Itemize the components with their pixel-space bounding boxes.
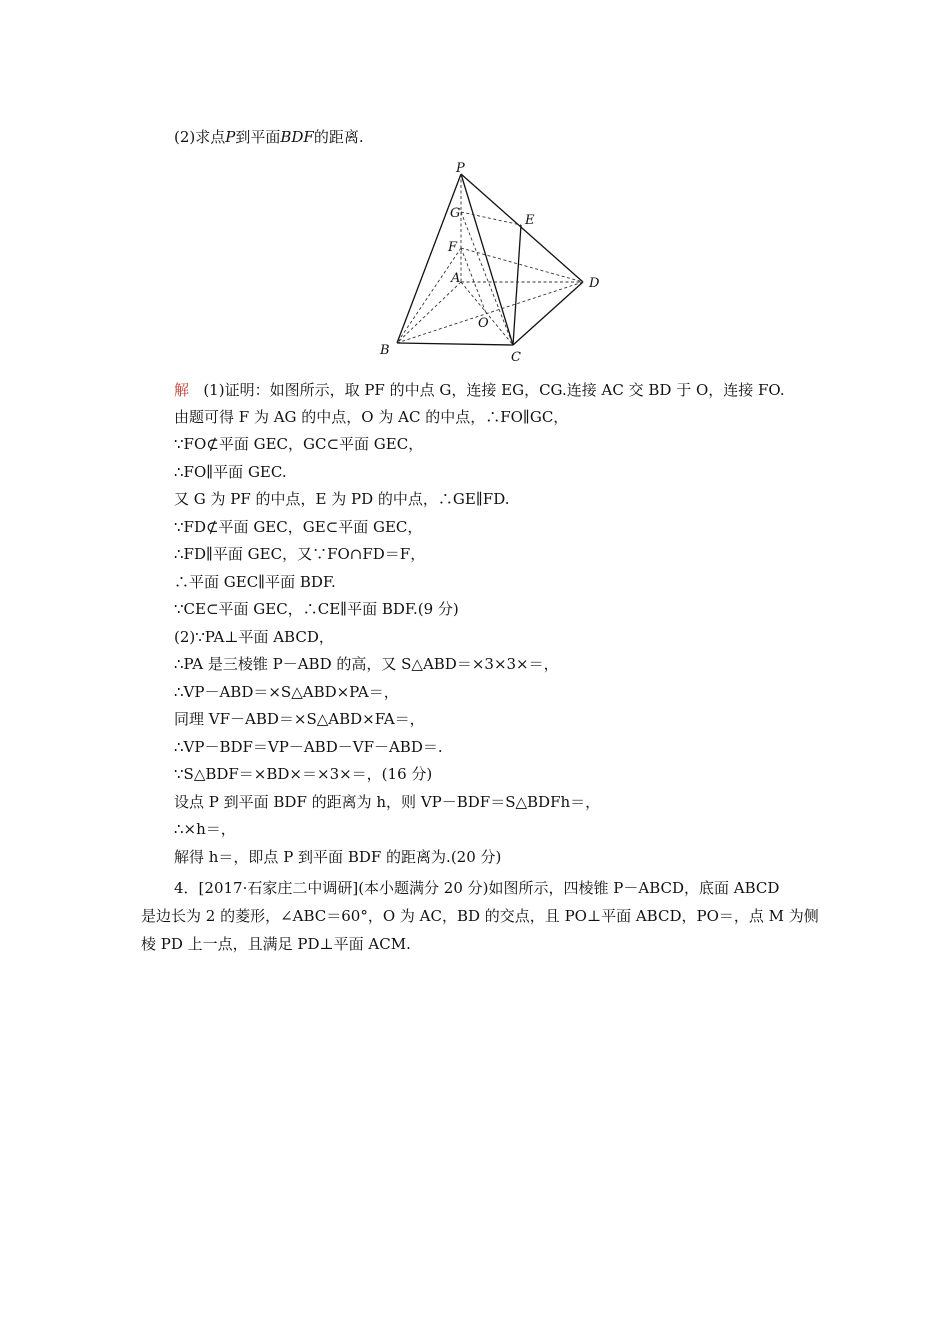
edge-ce [513,225,521,345]
solution-line-7: ∴FD∥平面 GEC，又∵FO∩FD＝F， [174,545,426,563]
solution-line-1 [174,380,785,400]
pyramid-diagram [372,152,612,374]
solution-line-14: ∴VP－BDF＝VP－ABD－VF－ABD＝. [174,738,443,756]
q2-prefix: (2)求点 [174,128,226,146]
label-p: P [456,161,465,176]
solution-line-15: ∵S△BDF＝×BD×＝×3×＝，(16 分) [174,765,433,783]
question-4-line-2: 是边长为 2 的菱形，∠ABC＝60°，O 为 AC，BD 的交点，且 PO⊥平面 ABCD，PO＝，点 M 为侧 [141,907,819,925]
pyramid-figure [372,152,612,374]
label-d: D [589,276,600,291]
label-o: O [478,316,489,331]
edge-fo [461,248,486,313]
edge-cd [513,282,583,345]
edge-bd [397,282,583,343]
solution-marker: 解 [174,381,190,399]
solution-line-4: ∴FO∥平面 GEC. [174,463,287,481]
question-4-line-3: 棱 PD 上一点，且满足 PD⊥平面 ACM. [141,935,411,953]
q2-point-p: P [225,128,236,146]
solution-line-3: ∵FO⊄平面 GEC，GC⊂平面 GEC， [174,435,424,453]
question-2-line [174,127,364,147]
q2-tail: 的距离. [313,128,364,146]
question-4-line-1: 4．[2017·石家庄二中调研](本小题满分 20 分)如图所示，四棱锥 P－ABCD，底面 ABCD [174,879,780,897]
label-a: A [451,271,461,286]
edge-bc [397,343,513,345]
solution-text-1: (1)证明：如图所示，取 PF 的中点 G，连接 EG，CG.连接 AC 交 BD 于 O，连接 FO. [203,381,785,399]
edge-pd [461,174,583,282]
solution-line-10: (2)∵PA⊥平面 ABCD， [174,628,334,646]
solution-line-8: ∴平面 GEC∥平面 BDF. [174,573,336,591]
edge-ab [397,282,461,343]
solution-line-16: 设点 P 到平面 BDF 的距离为 h，则 VP－BDF＝S△BDFh＝， [174,793,601,811]
label-g: G [450,206,461,221]
solution-line-17: ∴×h＝， [174,820,236,838]
label-f: F [448,240,458,255]
solution-line-11: ∴PA 是三棱锥 P－ABD 的高，又 S△ABD＝×3×3×＝， [174,655,559,673]
solution-line-2: 由题可得 F 为 AG 的中点，O 为 AC 的中点，∴FO∥GC， [174,408,569,426]
edge-fb [397,248,461,343]
solution-line-12: ∴VP－ABD＝×S△ABD×PA＝， [174,683,399,701]
q2-plane-bdf: BDF [280,128,314,146]
solution-line-6: ∵FD⊄平面 GEC，GE⊂平面 GEC， [174,518,423,536]
label-e: E [525,213,535,228]
label-b: B [380,343,390,358]
solution-line-18: 解得 h＝，即点 P 到平面 BDF 的距离为.(20 分) [174,848,502,866]
solution-line-5: 又 G 为 PF 的中点，E 为 PD 的中点，∴GE∥FD. [174,490,510,508]
edge-pb [397,174,461,343]
solution-line-9: ∵CE⊂平面 GEC，∴CE∥平面 BDF.(9 分) [174,600,459,618]
solution-line-13: 同理 VF－ABD＝×S△ABD×FA＝， [174,710,425,728]
label-c: C [511,350,521,365]
q2-mid: 到平面 [235,128,281,146]
